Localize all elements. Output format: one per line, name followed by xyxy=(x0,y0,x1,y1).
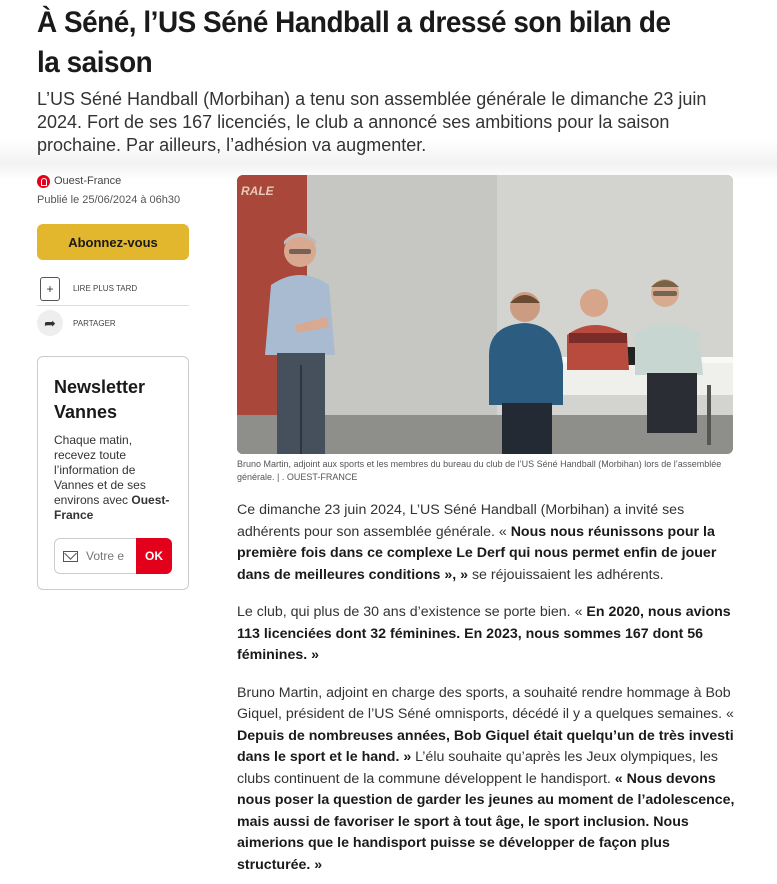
paragraph-2 xyxy=(237,602,737,667)
newsletter-description: Chaque matin, recevez toute l’information de Vannes et de ses environs avec xyxy=(54,433,146,507)
p3-quote-2: « Nous devons nous poser la question de garder les jeunes au moment de l’adolescence, mais aussi de favoriser le sport à tout âge, le sport inclusion. Nous aimerions que le handisport puisse se développer de façon plus structurée. » xyxy=(237,770,735,873)
newsletter-ok-button[interactable]: OK xyxy=(136,538,172,574)
article-sidebar xyxy=(37,172,189,340)
email-field[interactable] xyxy=(86,549,136,563)
p1-text: Ce dimanche 23 juin 2024, L’US Séné Handball (Morbihan) a invité ses adhérents pour son assemblée générale. « xyxy=(237,502,685,540)
paragraph-3 xyxy=(237,683,737,877)
article-photo[interactable] xyxy=(237,175,733,454)
newsletter-brand: Ouest-France xyxy=(54,493,170,522)
paragraph-1 xyxy=(237,500,737,586)
article-lead: L’US Séné Handball (Morbihan) a tenu son assemblée générale le dimanche 23 juin 2024. Fort de ses 167 licenciés, le club a annoncé ses ambitions pour la saison prochaine. Par ailleurs, l’adhésion va augmenter. xyxy=(37,89,707,155)
newsletter-form xyxy=(54,538,172,574)
read-later-label: LIRE PLUS TARD xyxy=(73,284,138,293)
share-label: PARTAGER xyxy=(73,318,116,328)
published-date: Publié le 25/06/2024 à 06h30 xyxy=(37,194,181,206)
photo-caption: Bruno Martin, adjoint aux sports et les membres du bureau du club de l’US Séné Handball (Morbihan) lors de l’assemblée générale. | . OUEST-FRANCE xyxy=(237,459,722,482)
newsletter-title: Newsletter Vannes xyxy=(54,377,146,422)
source-name[interactable]: Ouest-France xyxy=(54,175,122,187)
article-title: À Séné, l’US Séné Handball a dressé son bilan de la saison xyxy=(37,6,671,79)
newsletter-box xyxy=(37,356,189,590)
read-later-button[interactable] xyxy=(37,272,189,306)
subscribe-button[interactable]: Abonnez-vous xyxy=(37,224,189,260)
p1-after: se réjouissaient les adhérents. xyxy=(468,566,664,583)
article-header xyxy=(0,0,777,160)
p3-mid: L’élu souhaite qu’après les Jeux olympiques, les clubs continuent de la commune développent le handisport. xyxy=(237,749,719,787)
mail-icon xyxy=(63,551,78,562)
share-arrow-icon: ➦ xyxy=(37,310,63,336)
wall-text: RALE xyxy=(241,184,274,198)
p2-quote: En 2020, nous avions 113 licenciées dont 32 féminines. En 2023, nous sommes 167 dont 56 féminines. » xyxy=(237,604,731,663)
article-body xyxy=(237,500,737,884)
newsletter-text xyxy=(54,433,172,523)
share-button[interactable] xyxy=(37,306,189,340)
newsletter-input-wrapper[interactable] xyxy=(54,538,136,574)
photo-illustration xyxy=(237,175,733,454)
source-line[interactable] xyxy=(37,172,189,190)
bookmark-add-icon: + xyxy=(40,277,60,301)
p3-text: Bruno Martin, adjoint en charge des sports, a souhaité rendre hommage à Bob Giquel, président de l’US Séné omnisports, décédé il y a quelques semaines. « xyxy=(237,684,734,722)
p2-text: Le club, qui plus de 30 ans d’existence se porte bien. « xyxy=(237,604,587,620)
p3-quote-1: Depuis de nombreuses années, Bob Giquel était quelqu’un de très investi dans le sport et le hand. » xyxy=(237,727,734,765)
p1-quote: Nous nous réunissons pour la première fois dans ce complexe Le Derf qui nous permet enfin de jouer dans de meilleures conditions », » xyxy=(237,523,717,583)
ouest-france-logo-icon xyxy=(37,175,50,188)
